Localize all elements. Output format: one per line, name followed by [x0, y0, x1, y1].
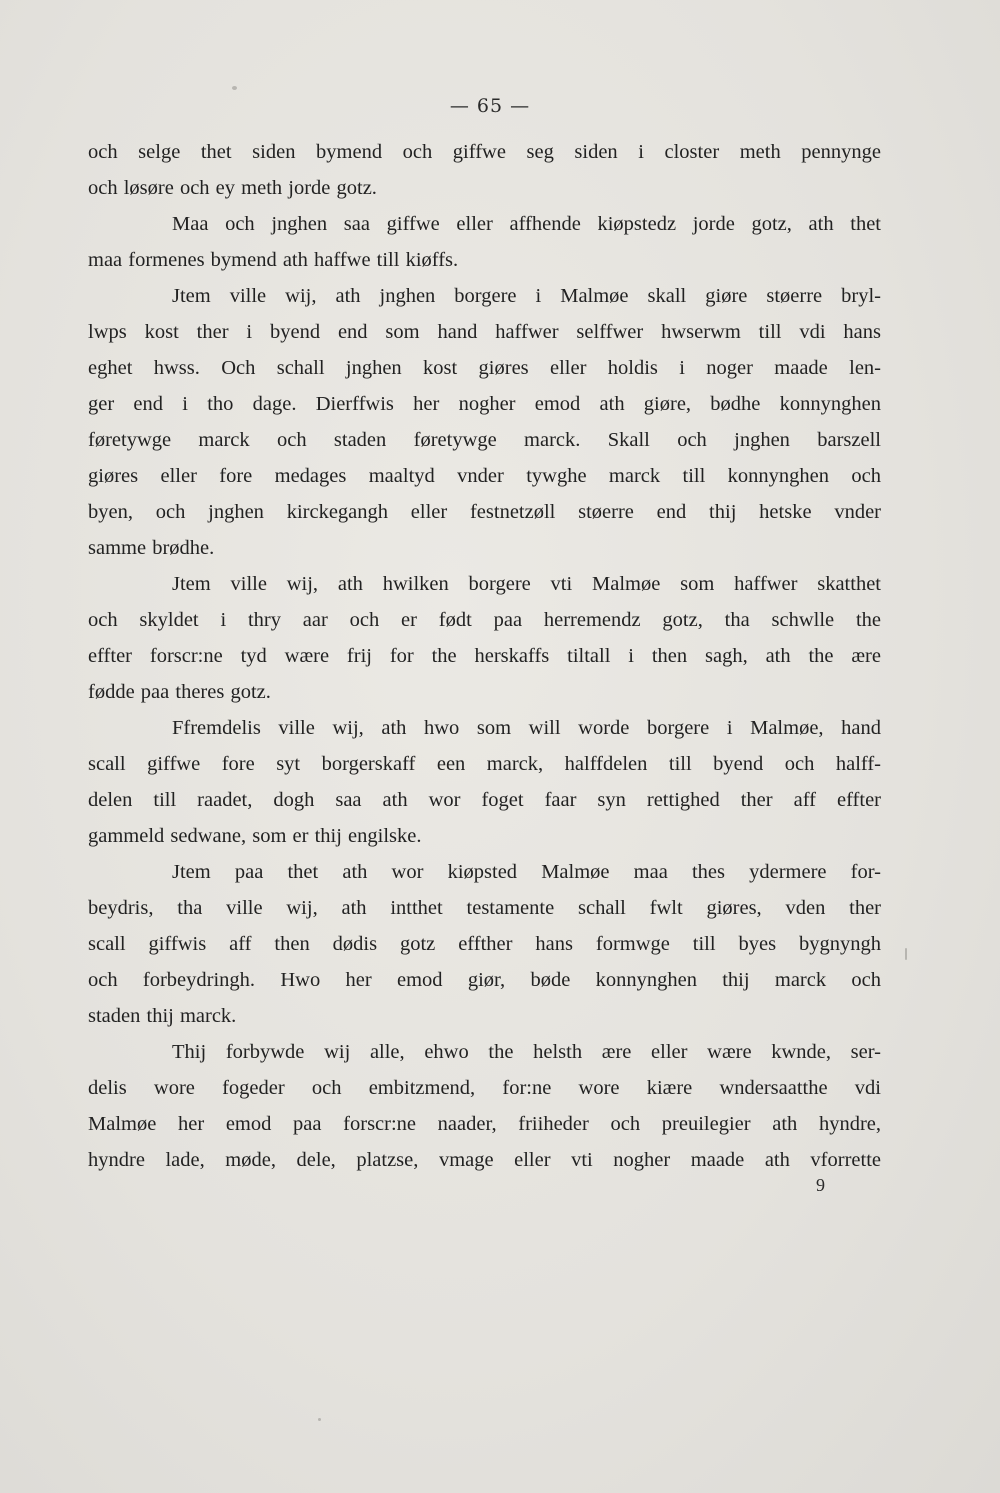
text-line: Jtem paa thet ath wor kiøpsted Malmøe maa thes ydermere for- [172, 861, 881, 883]
text-line: ger end i tho dage. Dierffwis her nogher emod ath giøre, bødhe konnynghen [88, 393, 881, 415]
page-number: — 65 — [449, 95, 531, 117]
signature-mark: 9 [816, 1175, 825, 1195]
text-line: lwps kost ther i byend end som hand haffwer selffwer hwserwm till vdi hans [88, 321, 881, 343]
text-line: scall giffwis aff then dødis gotz effther hans formwge till byes bygnyngh [88, 933, 881, 955]
text-line: føretywge marck och staden føretywge marck. Skall och jnghen barszell [88, 429, 881, 451]
text-line: giøres eller fore medages maaltyd vnder tywghe marck till konnynghen och [88, 465, 881, 487]
text-line: scall giffwe fore syt borgerskaff een marck, halffdelen till byend och halff- [88, 753, 881, 775]
ink-speck [905, 948, 907, 960]
text-line: byen, och jnghen kirckegangh eller festnetzøll støerre end thij hetske vnder [88, 501, 881, 523]
text-line: Thij forbywde wij alle, ehwo the helsth ære eller wære kwnde, ser- [172, 1041, 881, 1063]
text-line: och skyldet i thry aar och er født paa herremendz gotz, tha schwlle the [88, 609, 881, 631]
text-line: gammeld sedwane, som er thij engilske. [88, 825, 422, 847]
body-text [88, 134, 881, 1178]
text-line: maa formenes bymend ath haffwe till kiøffs. [88, 249, 459, 271]
text-line: delis wore fogeder och embitzmend, for:ne wore kiære wndersaatthe vdi [88, 1077, 881, 1099]
text-line: och selge thet siden bymend och giffwe seg siden i closter meth pennynge [88, 141, 881, 163]
ink-speck [318, 1418, 321, 1421]
text-line: beydris, tha ville wij, ath intthet testamente schall fwlt giøres, vden ther [88, 897, 881, 919]
text-line: och løsøre och ey meth jorde gotz. [88, 177, 377, 199]
text-line: samme brødhe. [88, 537, 215, 559]
text-line: eghet hwss. Och schall jnghen kost giøres eller holdis i noger maade len- [88, 357, 881, 379]
text-line: Maa och jnghen saa giffwe eller affhende kiøpstedz jorde gotz, ath thet [172, 213, 881, 235]
text-line: och forbeydringh. Hwo her emod giør, bøde konnynghen thij marck och [88, 969, 881, 991]
text-line: Malmøe her emod paa forscr:ne naader, friiheder och preuilegier ath hyndre, [88, 1113, 881, 1135]
text-line: staden thij marck. [88, 1005, 237, 1027]
text-line: delen till raadet, dogh saa ath wor foget faar syn rettighed ther aff effter [88, 789, 881, 811]
text-line: hyndre lade, møde, dele, platzse, vmage eller vti nogher maade ath vforrette [88, 1149, 881, 1171]
text-line: Ffremdelis ville wij, ath hwo som will worde borgere i Malmøe, hand [172, 717, 881, 739]
text-line: Jtem ville wij, ath hwilken borgere vti Malmøe som haffwer skatthet [172, 573, 881, 595]
text-line: fødde paa theres gotz. [88, 681, 271, 703]
text-line: effter forscr:ne tyd wære frij for the herskaffs tiltall i then sagh, ath the ære [88, 645, 881, 667]
text-line: Jtem ville wij, ath jnghen borgere i Malmøe skall giøre støerre bryl- [172, 285, 881, 307]
ink-speck [232, 86, 237, 90]
